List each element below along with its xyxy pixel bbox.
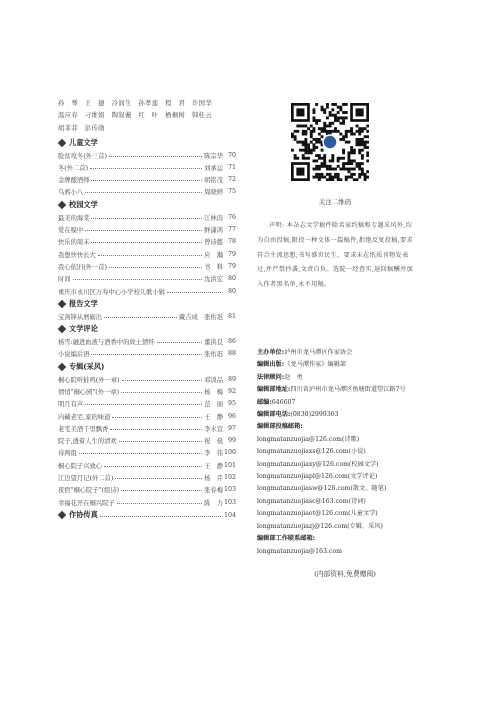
leader-dots xyxy=(91,354,202,355)
leader-dots xyxy=(121,490,202,491)
toc-entry xyxy=(58,310,236,322)
page-number: 80 xyxy=(227,275,236,283)
entry-author: 张春梅 xyxy=(204,487,223,495)
info-line xyxy=(257,384,427,396)
entry-title: 桐心院子兴致心 xyxy=(58,462,103,470)
entry-title: 我想快快长大 xyxy=(58,251,96,259)
leader-dots xyxy=(167,292,221,293)
page-number: 86 xyxy=(227,338,236,346)
leader-dots xyxy=(122,380,203,381)
submission-email: longmatanzuojiaet@126.com(儿童文学) xyxy=(257,510,378,518)
toc-entry xyxy=(58,471,236,483)
entry-title: 桐心院听蛙鸣(外一章) xyxy=(58,376,120,384)
section-title: 专辑(采风) xyxy=(69,362,105,372)
entry-title: 夜宿"桐心院子"(组诗) xyxy=(58,487,120,495)
page-number: 95 xyxy=(227,400,236,408)
page-number: 103 xyxy=(223,486,236,494)
toc-entry xyxy=(58,459,236,471)
leader-dots xyxy=(121,392,202,393)
info-label: 编辑部投稿邮箱: xyxy=(257,423,303,431)
leader-dots xyxy=(104,317,177,318)
section-title: 儿童文学 xyxy=(69,137,98,147)
page-number: 79 xyxy=(227,262,236,270)
entry-author: 书 科 xyxy=(204,263,223,271)
submission-email: longmatanzuojiaxs@126.com(小说) xyxy=(257,448,366,456)
leader-dots xyxy=(157,342,203,343)
entry-title: 我心依旧(外一首) xyxy=(58,263,107,271)
toc-entry xyxy=(58,385,236,397)
entry-author: 杨 芹 xyxy=(204,475,223,483)
leader-dots xyxy=(110,429,202,430)
info-line xyxy=(257,347,427,359)
entry-title: 诗两组 xyxy=(58,450,77,458)
entry-author: 祝 燊 xyxy=(204,438,223,446)
info-value: 泸州市龙马潭区作家协会 xyxy=(284,349,353,356)
entry-author: 范 丽 xyxy=(204,401,223,409)
info-line xyxy=(257,409,427,421)
toc-entry xyxy=(58,273,236,285)
section-heading xyxy=(58,298,236,310)
section-title: 文学评论 xyxy=(69,324,98,334)
info-line xyxy=(257,397,427,409)
entry-title: 金牌酿酒师 xyxy=(58,177,90,185)
submission-email: longmatanzuojiaxy@126.com(校园文学) xyxy=(257,460,379,468)
entry-author: 陈 力 xyxy=(204,499,223,507)
entry-author: 李水宣 xyxy=(204,425,223,433)
toc-entry xyxy=(58,173,236,185)
toc-entry xyxy=(58,248,236,260)
contributor-names xyxy=(58,98,236,135)
leader-dots xyxy=(73,279,203,280)
entry-author: 董洪良 xyxy=(204,339,223,347)
page-number: 100 xyxy=(223,449,236,457)
info-line xyxy=(257,372,427,384)
submission-email: longmatanzuojiapl@126.com(文学评论) xyxy=(257,473,378,481)
entry-title: 乌鸦小八 xyxy=(58,189,84,197)
section-title: 作协传真 xyxy=(69,510,98,520)
page-number: 104 xyxy=(223,511,236,519)
toc-entry xyxy=(58,186,236,198)
page-number: 70 xyxy=(227,151,236,159)
section-heading xyxy=(58,199,236,211)
toc-entry xyxy=(58,285,236,297)
info-value: 《龙马潭作家》编辑部 xyxy=(284,361,347,369)
leader-dots xyxy=(91,242,202,243)
entry-title: 小说编后语 xyxy=(58,351,90,359)
entry-author: 王 静 xyxy=(204,413,223,421)
entry-title: 最美的海棠 xyxy=(58,214,90,222)
toc-entry xyxy=(58,260,236,272)
leader-dots xyxy=(85,192,202,193)
leader-dots xyxy=(91,218,202,219)
entry-title: 时间 xyxy=(58,276,71,284)
toc-entry xyxy=(58,223,236,235)
leader-dots xyxy=(115,478,202,479)
info-label: 编辑部电话: xyxy=(257,411,291,419)
submission-email: longmatanzuojiasc@163.com(诗词) xyxy=(257,497,366,505)
page-number: 101 xyxy=(223,461,236,469)
entry-author: 刘承运 xyxy=(204,164,223,172)
toc-entry xyxy=(58,236,236,248)
leader-dots xyxy=(119,441,202,442)
page-number: 96 xyxy=(227,412,236,420)
toc-entry xyxy=(58,435,236,447)
section-heading xyxy=(58,323,236,335)
work-email: longmatanzuojia@163.com xyxy=(257,547,342,555)
names-line: 胡菲菲 彭传勋 xyxy=(58,124,105,132)
info-label: 邮编: xyxy=(257,398,272,406)
page-number: 76 xyxy=(227,213,236,221)
entry-title: 老宅美酒千里飘香 xyxy=(58,425,109,433)
page-number: 99 xyxy=(227,437,236,445)
entry-author: 江林茵 xyxy=(204,214,223,222)
entry-author: 邓训品 xyxy=(204,376,223,384)
entry-author: 胡铭茂 xyxy=(204,177,223,185)
toc-entry xyxy=(58,348,236,360)
toc-entry xyxy=(58,373,236,385)
page-number: 80 xyxy=(227,287,236,295)
entry-author: 王 静 xyxy=(204,462,223,470)
names-line: 孙 琴 王 捷 冷润生 孙孝莲 程 君 许国华 xyxy=(58,100,213,107)
entry-author: 李 伟 xyxy=(204,450,223,458)
entry-author: 应 瀚 xyxy=(204,251,223,259)
toc-entry xyxy=(58,149,236,161)
diamond-bullet-icon xyxy=(58,139,66,147)
info-line xyxy=(257,421,427,433)
entry-title: 脸贫攻冬(外三首) xyxy=(58,152,107,160)
entry-title: 杨雪:融进血液与酒香中的故土情怀 xyxy=(58,339,155,347)
diamond-bullet-icon xyxy=(58,511,66,519)
entry-author: 张佑迟 xyxy=(204,351,223,359)
entry-title: 爱在模中 xyxy=(58,227,84,235)
names-line: 温应春 刁维娟 陶叙蘅 红 叶 栖桐树 韩桂云 xyxy=(58,112,213,120)
leader-dots xyxy=(109,267,202,268)
info-label: 编辑部地址: xyxy=(257,386,291,394)
diamond-bullet-icon xyxy=(58,201,66,209)
entry-title: 江边望月记(外二首) xyxy=(58,475,114,483)
page-number: 102 xyxy=(223,474,236,482)
info-value: 646607 xyxy=(271,398,296,406)
entry-title: 重庆市永川区万寿中心小学校儿歌小辑 xyxy=(58,288,166,296)
table-of-contents xyxy=(58,98,236,521)
info-line xyxy=(257,359,427,371)
free-distribution-note: (内部资料,免费赠阅) xyxy=(314,570,376,578)
leader-dots xyxy=(117,503,202,504)
entry-title: 院子,透着人生的清欢 xyxy=(58,438,117,446)
info-value: 四川省泸州市龙马潭区鱼塘街道望江路7号 xyxy=(290,386,406,394)
diamond-bullet-icon xyxy=(58,300,66,308)
leader-dots xyxy=(91,180,202,181)
entry-title: 明月有声 xyxy=(58,401,84,409)
section-heading xyxy=(58,137,236,149)
publisher-info xyxy=(257,347,427,558)
section-title: 报告文学 xyxy=(69,299,98,309)
info-label: 主办单位: xyxy=(257,349,285,356)
entry-author: 沈洪宏 xyxy=(204,276,223,284)
submission-email: longmatanzuojia@126.com(诗歌) xyxy=(257,435,360,443)
toc-entry xyxy=(58,398,236,410)
page-number: 88 xyxy=(227,350,236,358)
info-label: 法律顾问: xyxy=(257,373,285,381)
entry-author: 周晓婷 xyxy=(204,189,223,197)
entry-author: 陈宗华 xyxy=(204,152,223,160)
section-title: 校园文学 xyxy=(69,200,98,210)
entry-author: 鲜潇鸿 xyxy=(204,227,223,235)
submission-statement: 声明: 本杂志文学稿件除名家约稿和专题采风外,均为自由投稿,限投一种文体一篇稿件,拒绝反复投稿,要求符合主流思想,书写盛世民生。要求未在纸质刊物发表过,并严禁抄袭,文责自负。选院一经查实,退回稿酬并加入作者黑名单,永不用稿。 xyxy=(257,222,414,289)
page-number: 92 xyxy=(227,387,236,395)
leader-dots xyxy=(90,168,202,169)
entry-title: 幸福花开在桐兴院子 xyxy=(58,499,115,507)
page-number: 79 xyxy=(227,250,236,258)
leader-dots xyxy=(100,516,221,517)
entry-title: 宝剑锋从磨砺出 xyxy=(58,313,103,321)
entry-title: 冬(外二首) xyxy=(58,164,89,172)
toc-entry xyxy=(58,484,236,496)
qr-caption: 关注二维码 xyxy=(318,198,352,206)
section-heading xyxy=(58,509,236,521)
entry-title: 快乐的周末 xyxy=(58,239,90,247)
diamond-bullet-icon xyxy=(58,363,66,371)
page-number: 75 xyxy=(227,188,236,196)
toc-entry xyxy=(58,211,236,223)
leader-dots xyxy=(98,255,202,256)
diamond-bullet-icon xyxy=(58,325,66,333)
toc-entry xyxy=(58,161,236,173)
page-number: 77 xyxy=(227,226,236,234)
leader-dots xyxy=(79,453,202,454)
leader-dots xyxy=(85,230,202,231)
info-value: 赵 勇 xyxy=(284,373,303,381)
qr-code xyxy=(291,103,369,181)
work-email-label: 编辑部工作联系邮箱: xyxy=(257,535,316,543)
page-number: 89 xyxy=(227,375,236,383)
leader-dots xyxy=(112,417,202,418)
info-value: (0830)2999363 xyxy=(290,411,339,419)
entry-title: 情悄"桐心园"(外一章) xyxy=(58,388,120,396)
page-number: 81 xyxy=(227,312,236,320)
toc-entry xyxy=(58,335,236,347)
toc-entry xyxy=(58,447,236,459)
entry-title: 内藏老宅,家的味道 xyxy=(58,413,111,421)
entry-author: 戴吉成 张佑迟 xyxy=(178,313,223,321)
page-number: 103 xyxy=(223,498,236,506)
submission-email: longmatanzuojiazj@126.com(专辑、采风) xyxy=(257,522,383,530)
page-number: 97 xyxy=(227,424,236,432)
toc-entry xyxy=(58,496,236,508)
page-number: 78 xyxy=(227,238,236,246)
submission-email: longmatanzuojiasw@126.com(散文、随笔) xyxy=(257,485,387,493)
page-number: 72 xyxy=(227,176,236,184)
toc-entry xyxy=(58,422,236,434)
leader-dots xyxy=(85,404,202,405)
info-label: 编辑出版: xyxy=(257,361,285,369)
page-number: 71 xyxy=(227,163,236,171)
leader-dots xyxy=(109,156,202,157)
section-heading xyxy=(58,361,236,373)
entry-author: 杨 梅 xyxy=(204,388,223,396)
leader-dots xyxy=(104,466,202,467)
entry-author: 曾诗懿 xyxy=(204,239,223,247)
toc-entry xyxy=(58,410,236,422)
